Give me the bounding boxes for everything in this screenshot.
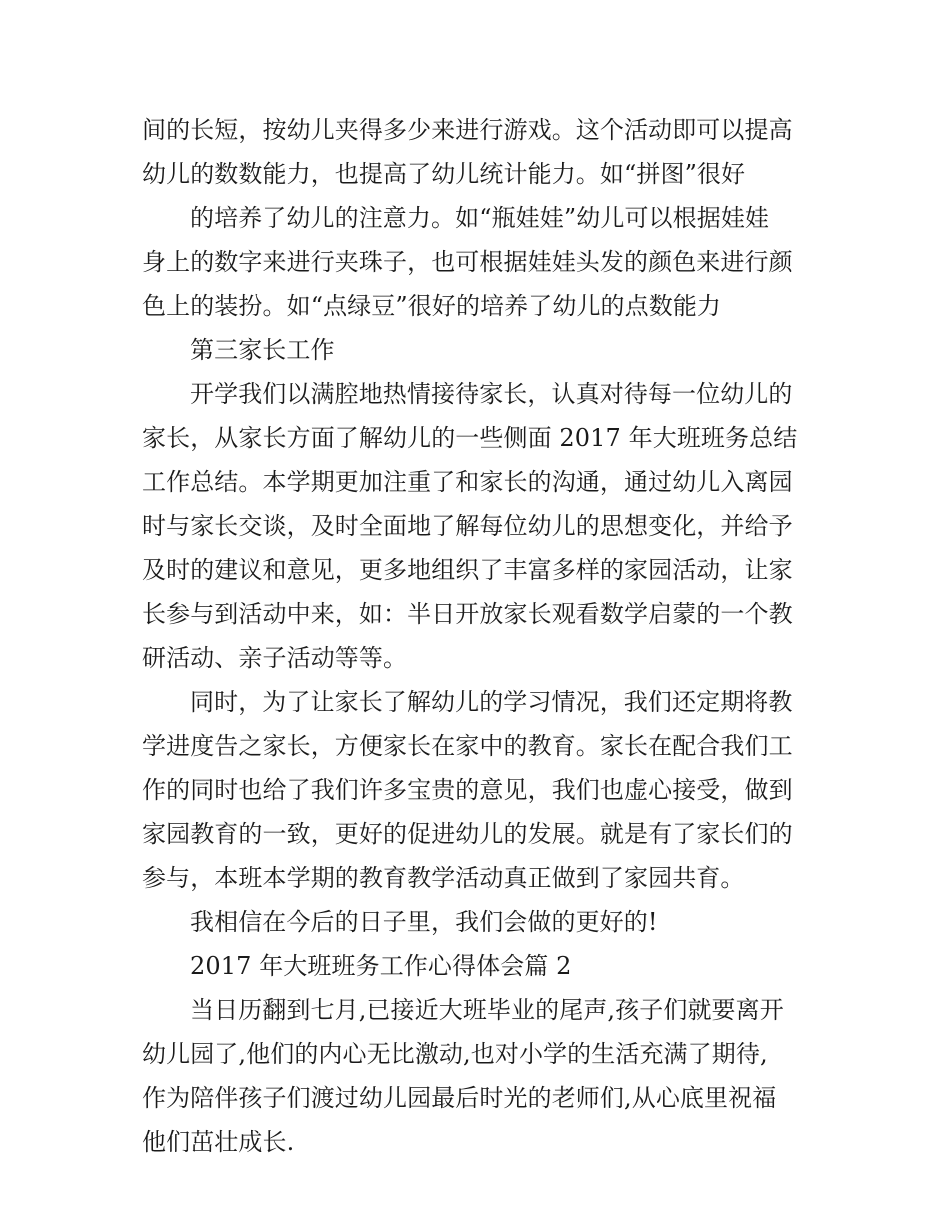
text-line: 间的长短，按幼儿夹得多少来进行游戏。这个活动即可以提高 — [142, 116, 793, 144]
text-line: 学进度告之家长，方便家长在家中的教育。家长在配合我们工 — [142, 732, 793, 760]
text-line: 幼儿的数数能力，也提高了幼儿统计能力。如“拼图”很好 — [142, 160, 746, 188]
text-line: 开学我们以满腔地热情接待家长，认真对待每一位幼儿的 — [190, 380, 793, 408]
text-line: 及时的建议和意见，更多地组织了丰富多样的家园活动，让家 — [142, 556, 793, 584]
document-body — [142, 108, 814, 1164]
text-line: 第三家长工作 — [190, 336, 335, 364]
text-line: 时与家长交谈，及时全面地了解每位幼儿的思想变化，并给予 — [142, 512, 793, 540]
text-line: 工作总结。本学期更加注重了和家长的沟通，通过幼儿入离园 — [142, 468, 793, 496]
text-line: 幼儿园了,他们的内心无比激动,也对小学的生活充满了期待, — [142, 1040, 768, 1068]
text-line: 长参与到活动中来，如：半日开放家长观看数学启蒙的一个教 — [142, 600, 793, 628]
text-line: 家园教育的一致，更好的促进幼儿的发展。就是有了家长们的 — [142, 820, 793, 848]
text-line: 身上的数字来进行夹珠子，也可根据娃娃头发的颜色来进行颜 — [142, 248, 793, 276]
text-line: 2017 年大班班务工作心得体会篇 2 — [190, 952, 572, 980]
text-line: 我相信在今后的日子里，我们会做的更好的! — [190, 908, 658, 936]
text-line: 的培养了幼儿的注意力。如“瓶娃娃”幼儿可以根据娃娃 — [190, 204, 770, 232]
text-line: 参与，本班本学期的教育教学活动真正做到了家园共育。 — [142, 864, 745, 892]
text-line: 色上的装扮。如“点绿豆”很好的培养了幼儿的点数能力 — [142, 292, 722, 320]
text-line: 当日历翻到七月,已接近大班毕业的尾声,孩子们就要离开 — [190, 996, 784, 1024]
text-line: 他们茁壮成长. — [142, 1128, 295, 1156]
text-line: 同时，为了让家长了解幼儿的学习情况，我们还定期将教 — [190, 688, 793, 716]
text-line: 研活动、亲子活动等等。 — [142, 644, 408, 672]
document-page — [142, 108, 814, 1164]
text-line: 家长，从家长方面了解幼儿的一些侧面 2017 年大班班务总结 — [142, 424, 798, 452]
text-line: 作的同时也给了我们许多宝贵的意见，我们也虚心接受，做到 — [142, 776, 793, 804]
text-line: 作为陪伴孩子们渡过幼儿园最后时光的老师们,从心底里祝福 — [142, 1084, 777, 1112]
